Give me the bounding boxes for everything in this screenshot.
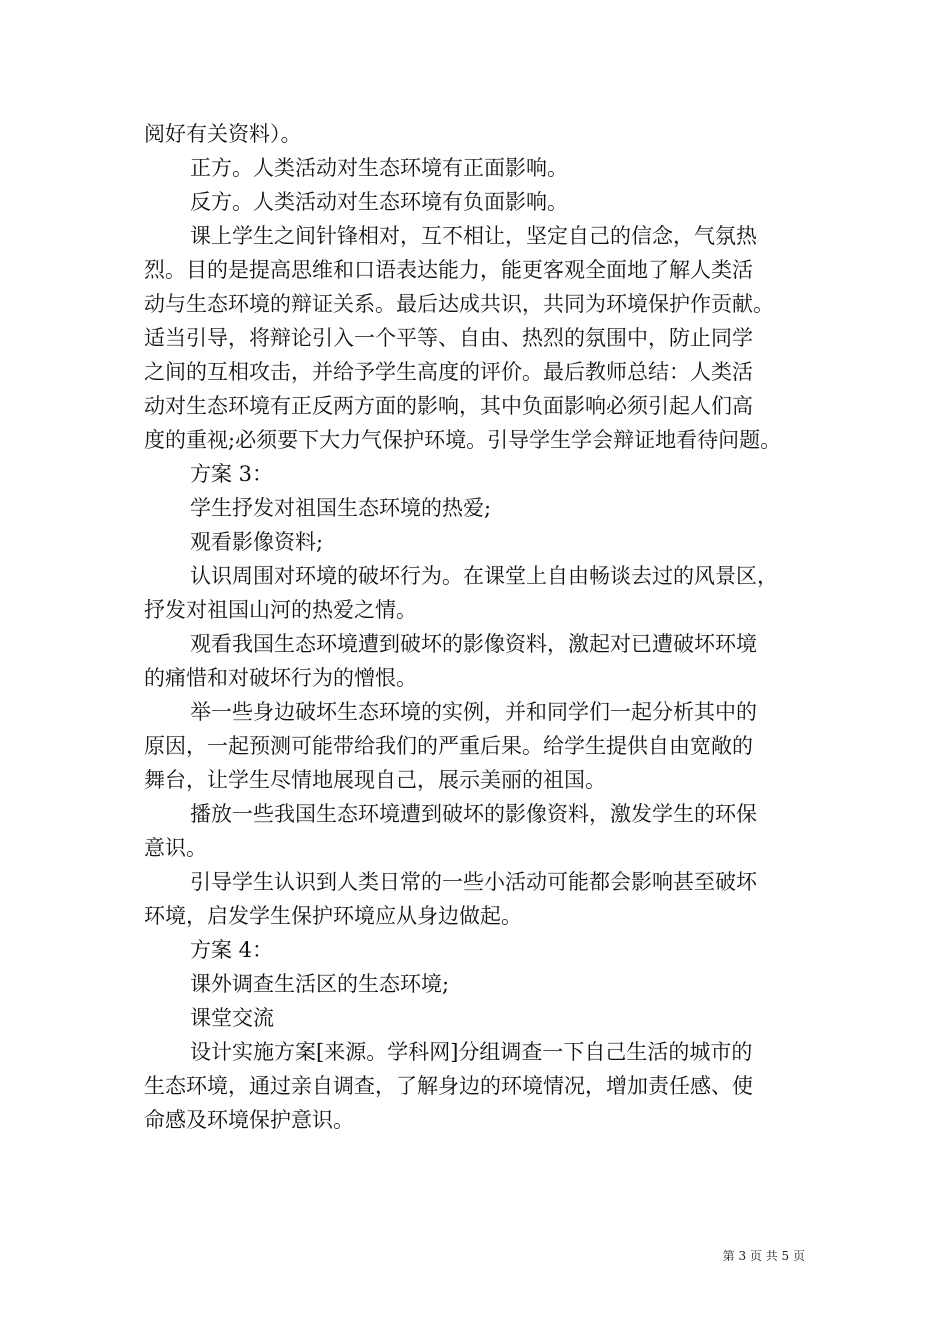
text-line: 观看我国生态环境遭到破坏的影像资料，激起对已遭破坏环境 [190, 632, 757, 656]
text-line: 引导学生认识到人类日常的一些小活动可能都会影响甚至破坏 [190, 870, 757, 894]
text-line: 动对生态环境有正反两方面的影响，其中负面影响必须引起人们高 [144, 394, 753, 418]
text-line: 课外调查生活区的生态环境; [190, 972, 450, 996]
text-line: 正方。人类活动对生态环境有正面影响。 [190, 156, 568, 180]
text-line: 设计实施方案[来源。学科网]分组调查一下自己生活的城市的 [190, 1040, 753, 1064]
text-line: 原因，一起预测可能带给我们的严重后果。给学生提供自由宽敞的 [144, 734, 753, 758]
text-line: 动与生态环境的辩证关系。最后达成共识，共同为环境保护作贡献。 [144, 292, 774, 316]
document-body [144, 117, 809, 1137]
text-line: 舞台，让学生尽情地展现自己，展示美丽的祖国。 [144, 768, 606, 792]
text-line: 度的重视;必须要下大力气保护环境。引导学生学会辩证地看待问题。 [144, 428, 782, 452]
text-line: 的痛惜和对破坏行为的憎恨。 [144, 666, 417, 690]
text-line: 意识。 [144, 836, 207, 860]
text-line: 命感及环境保护意识。 [144, 1108, 354, 1132]
text-line: 抒发对祖国山河的热爱之情。 [144, 598, 417, 622]
text-line: 阅好有关资料）。 [144, 122, 302, 146]
text-line: 生态环境，通过亲自调查，了解身边的环境情况，增加责任感、使 [144, 1074, 753, 1098]
text-line: 举一些身边破坏生态环境的实例，并和同学们一起分析其中的 [190, 700, 757, 724]
text-line: 观看影像资料; [190, 530, 324, 554]
text-line: 之间的互相攻击，并给予学生高度的评价。最后教师总结：人类活 [144, 360, 753, 384]
page-number: 第 3 页 共 5 页 [722, 1249, 805, 1263]
text-line: 方案 4： [190, 938, 274, 962]
text-line: 学生抒发对祖国生态环境的热爱; [190, 496, 492, 520]
text-line: 烈。目的是提高思维和口语表达能力，能更客观全面地了解人类活 [144, 258, 753, 282]
text-line: 认识周围对环境的破坏行为。在课堂上自由畅谈去过的风景区， [190, 564, 778, 588]
text-line: 适当引导，将辩论引入一个平等、自由、热烈的氛围中，防止同学 [144, 326, 753, 350]
text-line: 方案 3： [190, 462, 274, 486]
text-line: 反方。人类活动对生态环境有负面影响。 [190, 190, 568, 214]
text-line: 环境，启发学生保护环境应从身边做起。 [144, 904, 522, 928]
text-line: 课上学生之间针锋相对，互不相让，坚定自己的信念，气氛热 [190, 224, 757, 248]
text-line: 播放一些我国生态环境遭到破坏的影像资料，激发学生的环保 [190, 802, 757, 826]
text-line: 课堂交流 [190, 1006, 274, 1030]
